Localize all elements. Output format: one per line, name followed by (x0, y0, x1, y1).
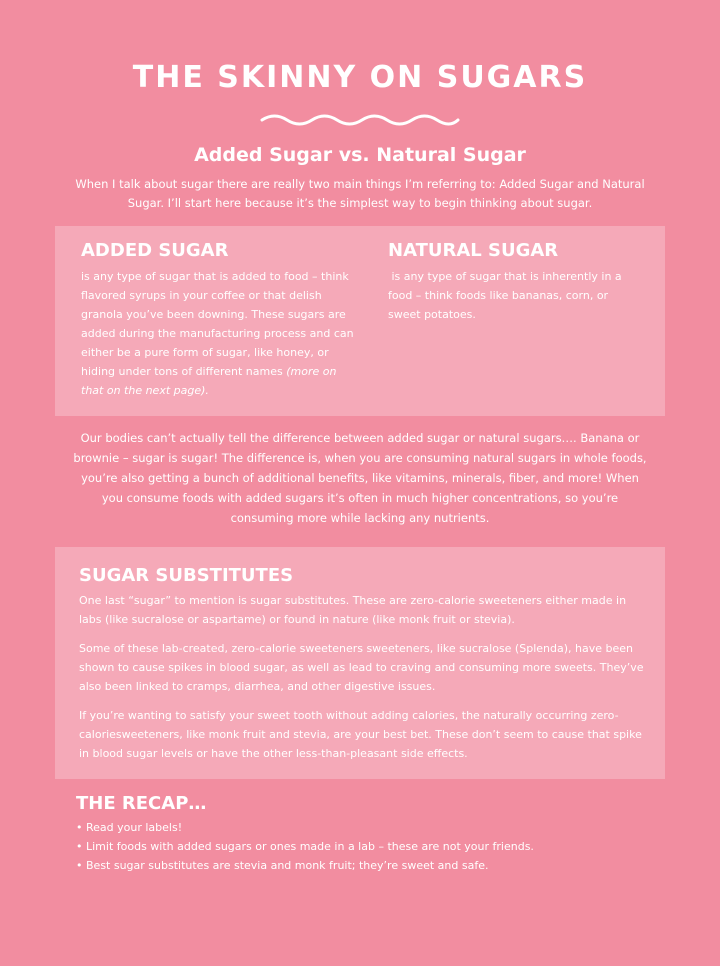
substitutes-paragraph-1: One last “sugar” to mention is sugar substitutes. These are zero-calorie sweeteners either made in labs (like sucralose or aspartame) or found in nature (like monk fruit or stevia). (79, 594, 627, 626)
recap-heading: THE RECAP… (76, 793, 207, 814)
sugar-types-panel (55, 226, 665, 416)
recap-item: • Read your labels! (76, 818, 676, 837)
difference-paragraph: Our bodies can’t actually tell the difference between added sugar or natural sugars…. Banana or brownie – sugar is sugar! The difference is, when you are consuming natural sugars in whole foods, you’re also getting a bunch of additional benefits, like vitamins, minerals, fiber, and more! When you consume foods with added sugars it’s often in much higher concentrations, so you’re consuming more while lacking any nutrients. (73, 431, 647, 525)
natural-sugar-heading: NATURAL SUGAR (388, 240, 559, 261)
recap-section (76, 793, 676, 875)
natural-sugar-column (388, 240, 638, 324)
added-sugar-note: (more on that on the next page). (81, 365, 337, 397)
added-sugar-heading: ADDED SUGAR (81, 240, 229, 261)
sugar-substitutes-panel (55, 547, 665, 779)
substitutes-paragraph-2: Some of these lab-created, zero-calorie sweeteners sweeteners, like sucralose (Splenda), have been shown to cause spikes in blood sugar, as well as lead to craving and consuming more sweets. They’ve also been linked to cramps, diarrhea, and other digestive issues. (79, 642, 644, 693)
section-subtitle: Added Sugar vs. Natural Sugar (194, 144, 526, 166)
natural-sugar-body: is any type of sugar that is inherently in a food – think foods like bananas, corn, or sweet potatoes. (388, 270, 626, 321)
recap-item: • Limit foods with added sugars or ones made in a lab – these are not your friends. (76, 837, 676, 856)
added-sugar-body: is any type of sugar that is added to food – think flavored syrups in your coffee or that delish granola you’ve been downing. These sugars are added during the manufacturing process and can either be a pure form of sugar, like honey, or hiding under tons of different names (81, 270, 354, 378)
intro-text: When I talk about sugar there are really two main things I’m referring to: Added Sugar and Natural Sugar. I’ll start here because it’s the simplest way to begin thinking about sugar. (75, 177, 645, 210)
page-title: THE SKINNY ON SUGARS (132, 60, 588, 95)
substitutes-heading: SUGAR SUBSTITUTES (79, 565, 294, 586)
added-sugar-column (81, 240, 359, 400)
wave-divider (260, 112, 460, 128)
added-sugar-text (81, 267, 359, 400)
substitutes-paragraph-3: If you’re wanting to satisfy your sweet tooth without adding calories, the naturally occurring zero-caloriesweeteners, like monk fruit and stevia, are your best bet. These don’t seem to cause that spike in blood sugar levels or have the other less-than-pleasant side effects. (79, 709, 642, 760)
recap-list (76, 818, 676, 875)
recap-item: • Best sugar substitutes are stevia and monk fruit; they’re sweet and safe. (76, 856, 676, 875)
